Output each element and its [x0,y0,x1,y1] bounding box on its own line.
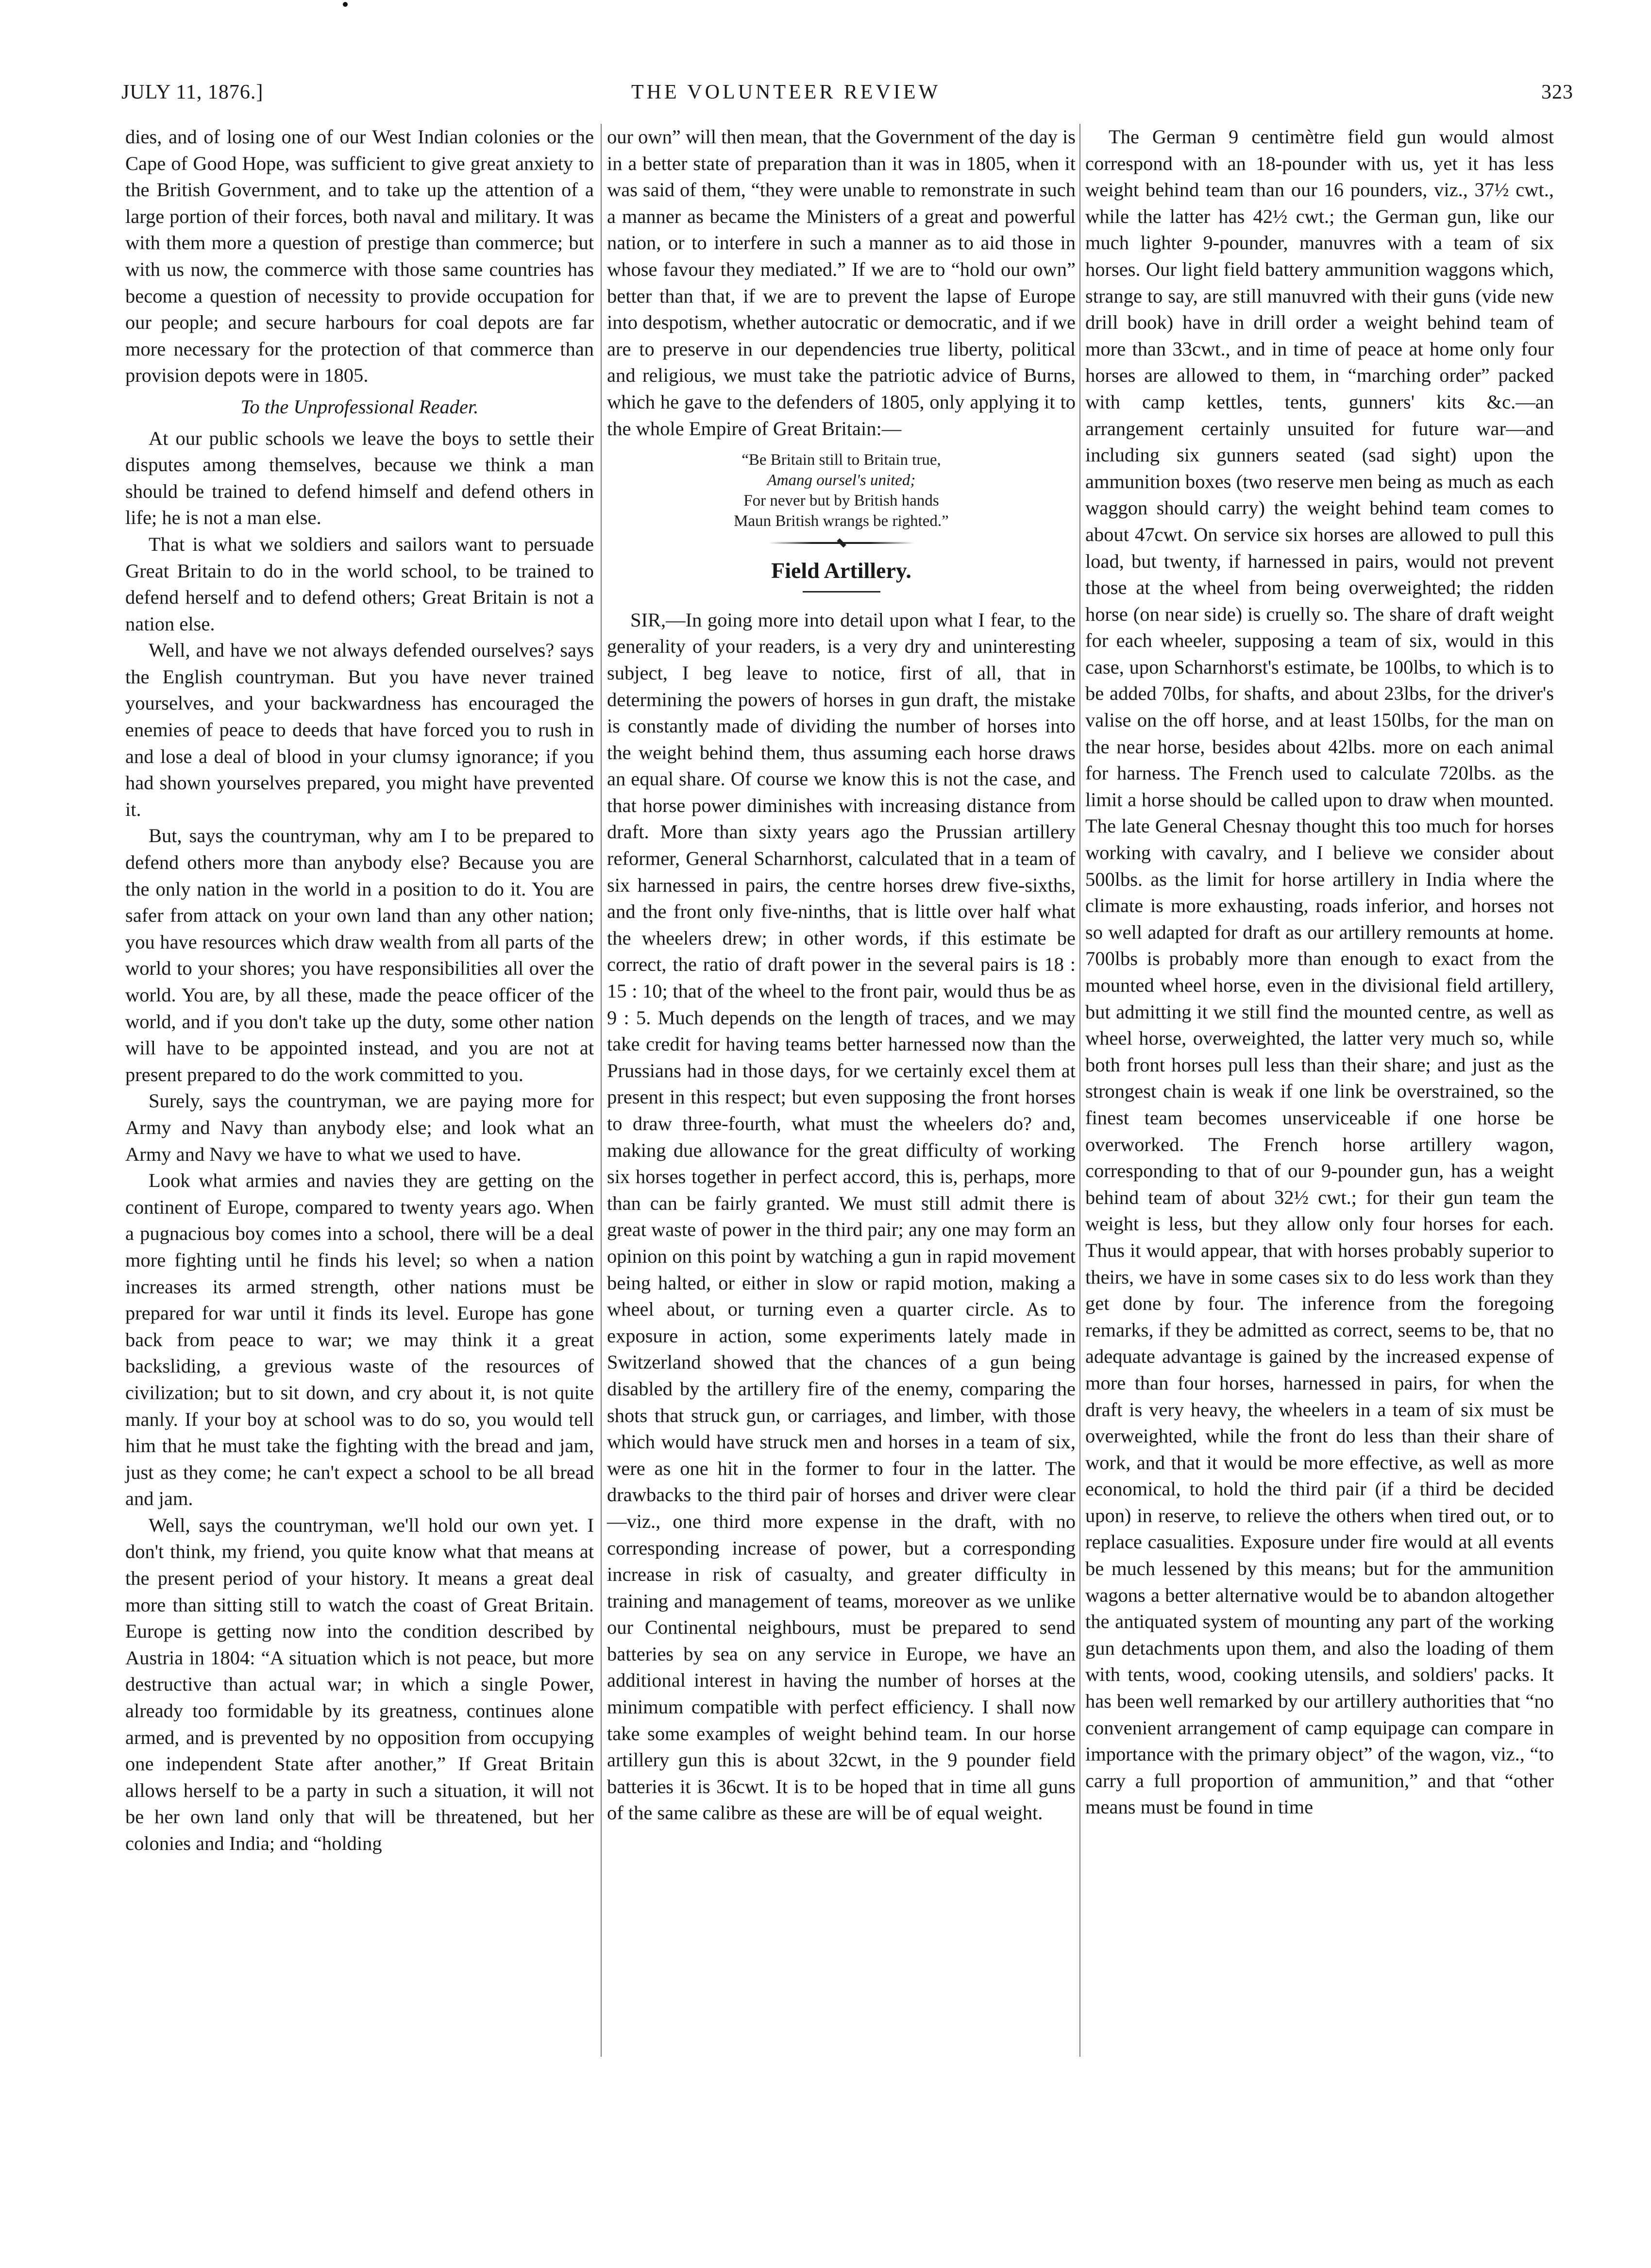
poem-line: For never but by British hands [743,492,939,510]
section-divider-ornament [769,542,914,544]
poem-line: Amang oursel's united; [767,472,916,490]
paragraph: That is what we soldiers and sailors want to persuade Great Britain to do in the world school, to be trained to defend herself and to defend others; Great Britain is not a nation else. [125,533,594,635]
column-2 [607,124,1076,1827]
poem-line: “Be Britain still to Britain true, [741,451,941,469]
article-title-field-artillery: Field Artillery. [771,558,911,583]
column-1 [125,124,594,1857]
publication-title: THE VOLUNTEER REVIEW [631,81,941,103]
paragraph: Look what armies and navies they are getting on the continent of Europe, compared to twenty years ago. When a pugnacious boy comes into a school, there will be a deal more fighting until he finds his level; so when a nation increases its armed strength, other nations must be prepared for war until it finds its level. Europe has gone back from peace to war; we may think it a great backsliding, a grevious waste of the resources of civilization; but to sit down, and cry about it, is not quite manly. If your boy at school was to do so, you would tell him that he must take the fighting with the bread and jam, just as they come; he can't expect a school to be all bread and jam. [125,1169,594,1510]
paragraph: our own” will then mean, that the Government of the day is in a better state of preparation than it was in 1805, when it was said of them, “they were unable to remonstrate in such a manner as became the Ministers of a great and powerful nation, or to interfere in such a manner as to aid those in whose favour they mediated.” If we are to “hold our own” better than that, if we are to prevent the lapse of Europe into despotism, whether autocratic or democratic, and if we are to preserve in our dependencies true liberty, political and religious, we must take the patriotic advice of Burns, which he gave to the defenders of 1805, only applying it to the whole Empire of Great Britain:— [607,126,1076,440]
paragraph: The German 9 centimètre field gun would almost correspond with an 18-pounder with us, yet it has less weight behind team than our 16 pounders, viz., 37½ cwt., while the latter has 42½ cwt.; the German gun, like our much lighter 9-pounder, manuvres with a team of six horses. Our light field battery ammunition waggons which, strange to say, are still manuvred with their guns (vide new drill book) have in drill order a weight behind team of more than 33cwt., and in time of peace at home only four horses are allowed to them, in “marching order” packed with camp kettles, tents, gunners' kits &c.—an arrangement certainly unsuited for future war—and including six gunners seated (sad sight) upon the ammunition boxes (two reserve men being as much as each waggon should carry) the weight behind team comes to about 47cwt. On service six horses are allowed to pull this load, but twenty, if harnessed in pairs, would not prevent those at the wheel from being overweighted; the ridden horse (on near side) is cruelly so. The share of draft weight for each wheeler, supposing a team of six, would in this case, upon Scharnhorst's estimate, be 100lbs, to which is to be added 70lbs, for shafts, and about 23lbs, for the driver's valise on the off horse, and at least 150lbs, for the man on the near horse, besides about 42lbs. more on each animal for harness. The French used to calculate 720lbs. as the limit a horse should be called upon to draw when mounted. The late General Chesnay thought this too much for horses working with cavalry, and I believe we consider about 500lbs. as the limit for horse artillery in India where the climate is more exhausting, roads inferior, and horses not so well adapted for draft as our artillery remounts at home. 700lbs is probably more than enough to exact from the mounted wheel horse, even in the divisional field artillery, but admitting it we still find the mounted centre, as well as wheel horse, overweighted, the latter very much so, while both front horses pull less than their share; and just as the strongest chain is weak if one link be overstrained, so the finest team becomes unserviceable if one horse be overworked. The French horse artillery wagon, corresponding to that of our 9-pounder gun, has a weight behind team of about 32½ cwt.; for their gun team the weight is less, but they allow only four horses for each. Thus it would appear, that with horses probably superior to theirs, we have in some cases six to do less work than they get done by four. The inference from the foregoing remarks, if they be admitted as correct, seems to be, that no adequate advantage is gained by the increased expense of more than four horses, harnessed in pairs, for when the draft is very heavy, the wheelers in a team of six must be overweighted, while the front do less than their share of work, and that it would be more effective, as well as more economical, to hold the third pair (if a third be decided upon) in reserve, to relieve the others when tired out, or to replace casualities. Exposure under fire would at all events be much lessened by this means; but for the ammunition wagons a better alternative would be to abandon altogether the antiquated system of mounting any part of the working gun detachments upon them, and also the loading of them with tents, wood, cooking utensils, and soldiers' packs. It has been well remarked by our artillery authorities that “no convenient arrangement of camp equipage can compare in importance with the primary object” of the wagon, viz., “to carry a full proportion of ammunition,” and that “other means must be found in time [1085,126,1554,1818]
section-heading-unprofessional-reader: To the Unprofessional Reader. [240,395,479,418]
burns-poem-quote [607,450,1076,531]
paragraph: At our public schools we leave the boys to settle their disputes among themselves, because we think a man should be trained to defend himself and defend others in life; he is not a man else. [125,427,594,529]
title-underline [803,591,880,592]
paragraph: But, says the countryman, why am I to be prepared to defend others more than anybody else? Because you are the only nation in the world in a position to do it. You are safer from attack on your own land than any other nation; you have resources which draw wealth from all parts of the world to your shores; you have responsibilities all over the world. You are, by all these, made the peace officer of the world, and if you don't take up the duty, some other nation will have to be appointed instead, and you are not at present prepared to do the work committed to you. [125,825,594,1085]
paragraph: Well, says the countryman, we'll hold our own yet. I don't think, my friend, you quite know what that means at the present period of your history. It means a great deal more than sitting still to watch the coast of Great Britain. Europe is getting now into the condition described by Austria in 1804: “A situation which is not peace, but more destructive than actual war; in which a single Power, already too formidable by its greatness, continues alone armed, and is prevented by no opposition from occupying one independent State after another,” If Great Britain allows herself to be a party in such a situation, it will not be her own land only that will be threatened, but her colonies and India; and “holding [125,1514,594,1854]
paragraph: dies, and of losing one of our West Indian colonies or the Cape of Good Hope, was sufficient to give great anxiety to the British Government, and to take up the attention of a large portion of their forces, both naval and military. It was with them more a question of prestige than commerce; but with us now, the commerce with those same countries has become a question of necessity to provide occupation for our people; and secure harbours for coal depots are far more necessary for the protection of that commerce than provision depots were in 1805. [125,126,594,387]
poem-line: Maun British wrangs be righted.” [734,512,949,530]
paragraph: Surely, says the countryman, we are paying more for Army and Navy than anybody else; and look what an Army and Navy we have to what we used to have. [125,1090,594,1165]
paragraph: SIR,—In going more into detail upon what I fear, to the generality of your readers, is a very dry and uninteresting subject, I beg leave to notice, first of all, that in determining the powers of horses in gun draft, the mistake is constantly made of dividing the number of horses into the weight behind them, thus assuming each horse draws an equal share. Of course we know this is not the case, and that horse power diminishes with increasing distance from draft. More than sixty years ago the Prussian artillery reformer, General Scharnhorst, calculated that in a team of six harnessed in pairs, the centre horses drew five-sixths, and the front only five-ninths, that is little over half what the wheelers drew; in other words, if this estimate be correct, the ratio of draft power in the several pairs is 18 : 15 : 10; that of the wheel to the front pair, would thus be as 9 : 5. Much depends on the length of traces, and we may take credit for having teams better harnessed now than the Prussians had in those days, for we certainly excel them at present in this respect; but even supposing the front horses to draw three-fourth, what must the wheelers do? and, making due allowance for the great difficulty of working six horses together in perfect accord, this is, perhaps, more than can be fairly granted. We must still admit there is great waste of power in the third pair; any one may form an opinion on this point by watching a gun in rapid movement being halted, or either in slow or rapid motion, making a wheel about, or turning even a quarter circle. As to exposure in action, some experiments lately made in Switzerland showed that the chances of a gun being disabled by the artillery fire of the enemy, comparing the shots that struck gun, or carriages, and limber, with those which would have struck men and horses in a team of six, were as one hit in the former to four in the latter. The drawbacks to the third pair of horses and driver were clear—viz., one third more expense in the draft, with no corresponding increase of power, but a corresponding increase in risk of casualty, and greater difficulty in training and management of teams, moreover as we unlike our Continental neighbours, must be prepared to send batteries by sea on any service in Europe, we have an additional interest in having the number of horses at the minimum compatible with perfect efficiency. I shall now take some examples of weight behind team. In our horse artillery gun this is about 32cwt, in the 9 pounder field batteries it is 36cwt. It is to be hoped that in time all guns of the same calibre as these are will be of equal weight. [607,609,1076,1824]
column-3 [1085,124,1554,1821]
paragraph: Well, and have we not always defended ourselves? says the English countryman. But you have never trained yourselves, and your backwardness has encouraged the enemies of peace to deeds that have forced you to rush in and lose a deal of blood in your clumsy ignorance; if you had shown yourselves prepared, you might have prevented it. [125,639,594,820]
stray-ink-mark [343,2,348,7]
page-number: 323 [1541,81,1573,103]
column-divider-2 [1079,124,1080,2057]
column-divider-1 [601,124,602,2057]
page-header [121,76,1573,110]
issue-date: JULY 11, 1876.] [121,81,264,103]
